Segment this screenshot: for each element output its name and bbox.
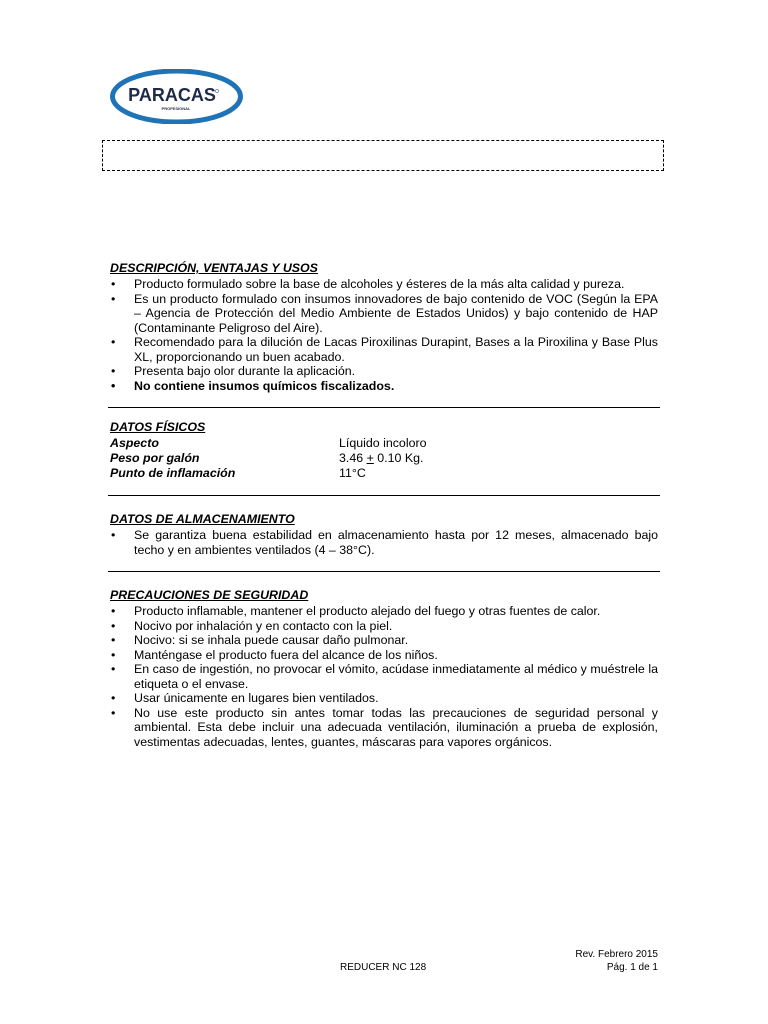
descripcion-list xyxy=(110,277,658,393)
property-row xyxy=(110,466,658,481)
almacenamiento-list xyxy=(110,528,658,557)
revision-date: Rev. Febrero 2015 xyxy=(575,949,658,960)
list-item: • No use este producto sin antes tomar todas las precauciones de seguridad personal y ambiental. Esta debe incluir una adecuada ventilación, iluminación a prueba de explosión, vestimentas adecuadas, lentes, guantes, máscaras para vapores orgánicos. xyxy=(110,706,658,750)
list-item: • En caso de ingestión, no provocar el vómito, acúdase inmediatamente al médico y muéstrele la etiqueta o el envase. xyxy=(110,662,658,691)
property-row xyxy=(110,436,658,451)
section-title-descripcion: DESCRIPCIÓN, VENTAJAS Y USOS xyxy=(110,261,318,275)
property-row xyxy=(110,451,658,466)
logo-brand-text: PARACAS xyxy=(128,85,216,105)
section-datos-fisicos xyxy=(110,408,658,481)
list-item: • Manténgase el producto fuera del alcance de los niños. xyxy=(110,648,658,663)
list-item: • Presenta bajo olor durante la aplicación. xyxy=(110,364,658,379)
list-item: • Nocivo: si se inhala puede causar daño pulmonar. xyxy=(110,633,658,648)
property-value: 11°C xyxy=(339,466,366,480)
precauciones-list xyxy=(110,604,658,749)
section-title-datos-fisicos: DATOS FÍSICOS xyxy=(110,420,206,434)
section-descripcion xyxy=(110,261,658,393)
properties-table xyxy=(110,436,658,481)
property-label: Aspecto xyxy=(110,436,159,450)
list-item: • Usar únicamente en lugares bien ventilados. xyxy=(110,691,658,706)
footer-right xyxy=(575,949,658,974)
peso-value-a: 3.46 xyxy=(339,451,367,465)
page-number: Pág. 1 de 1 xyxy=(606,961,658,973)
list-item: • No contiene insumos químicos fiscalizados. xyxy=(110,379,658,394)
document-body xyxy=(110,261,658,749)
paracas-logo xyxy=(110,69,243,124)
list-item: • Nocivo por inhalación y en contacto con la piel. xyxy=(110,619,658,634)
list-item: • Recomendado para la dilución de Lacas Piroxilinas Durapint, Bases a la Piroxilina y Base Plus XL, proporcionando un buen acabado. xyxy=(110,335,658,364)
list-item: • Se garantiza buena estabilidad en almacenamiento hasta por 12 meses, almacenado bajo techo y en ambientes ventilados (4 – 38°C). xyxy=(110,528,658,557)
list-item: • Producto formulado sobre la base de alcoholes y ésteres de la más alta calidad y pureza. xyxy=(110,277,658,292)
list-item: • Es un producto formulado con insumos innovadores de bajo contenido de VOC (Según la EPA – Agencia de Protección del Medio Ambiente de Estados Unidos) y bajo contenido de HAP (Contaminante Peligroso del Aire). xyxy=(110,292,658,336)
section-title-almacenamiento: DATOS DE ALMACENAMIENTO xyxy=(110,512,295,526)
section-title-precauciones: PRECAUCIONES DE SEGURIDAD xyxy=(110,588,309,602)
property-value: Líquido incoloro xyxy=(339,436,427,450)
property-value xyxy=(339,451,658,466)
title-box xyxy=(102,140,664,171)
logo-sub-text: PROFESIONAL xyxy=(161,106,191,111)
product-code: REDUCER NC 128 xyxy=(340,962,427,973)
list-item: • Producto inflamable, mantener el producto alejado del fuego y otras fuentes de calor. xyxy=(110,604,658,619)
section-precauciones xyxy=(110,572,658,749)
plus-minus: + xyxy=(366,451,374,465)
section-almacenamiento xyxy=(110,496,658,557)
property-label: Punto de inflamación xyxy=(110,466,236,480)
property-label: Peso por galón xyxy=(110,451,200,465)
peso-value-b: 0.10 Kg. xyxy=(373,451,424,465)
